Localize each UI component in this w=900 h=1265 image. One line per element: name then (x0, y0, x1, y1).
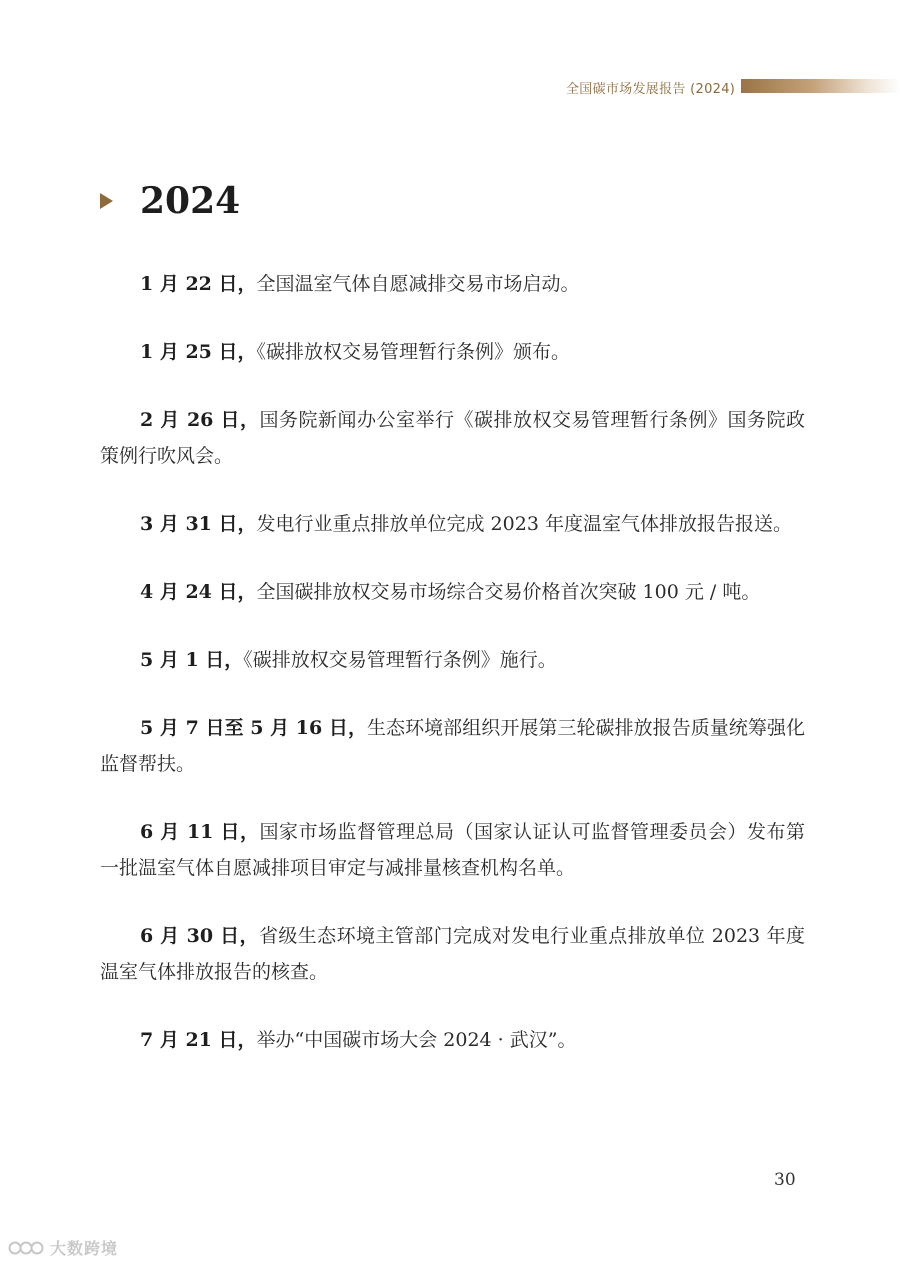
entry-text: 省级生态环境主管部门完成对发电行业重点排放单位 2023 年度温室气体排放报告的核查。 (100, 925, 805, 983)
entry-date: 2 月 26 日， (140, 409, 260, 431)
entry-text: 国家市场监督管理总局（国家认证认可监督管理委员会）发布第一批温室气体自愿减排项目审定与减排量核查机构名单。 (100, 821, 805, 879)
watermark-text: 大数跨境 (50, 1239, 119, 1258)
entry-date: 5 月 1 日， (140, 649, 244, 671)
entry-text: 举办“中国碳市场大会 2024 · 武汉”。 (256, 1029, 577, 1051)
entry-text: 全国碳排放权交易市场综合交易价格首次突破 100 元 / 吨。 (256, 581, 761, 603)
chronology-entry (100, 642, 805, 678)
chronology-entry (100, 402, 805, 474)
chronology-entry (100, 334, 805, 370)
entry-date: 1 月 22 日， (140, 273, 257, 295)
entry-text: 国务院新闻办公室举行《碳排放权交易管理暂行条例》国务院政策例行吹风会。 (100, 409, 805, 467)
watermark (8, 1236, 118, 1259)
entry-date: 5 月 7 日至 5 月 16 日， (140, 717, 367, 739)
chronology-entry (100, 710, 805, 782)
entry-date: 7 月 21 日， (140, 1029, 257, 1051)
entry-text: 《碳排放权交易管理暂行条例》颁布。 (256, 341, 571, 363)
chronology-entry (100, 918, 805, 990)
chronology-entry (100, 574, 805, 610)
chronology-entry (100, 1022, 805, 1058)
entry-date: 6 月 11 日， (140, 821, 260, 843)
entry-text: 生态环境部组织开展第三轮碳排放报告质量统筹强化监督帮扶。 (100, 717, 805, 775)
entry-date: 3 月 31 日， (140, 513, 257, 535)
entry-date: 4 月 24 日， (140, 581, 257, 603)
entry-text: 全国温室气体自愿减排交易市场启动。 (256, 273, 580, 295)
chronology-entry (100, 814, 805, 886)
entry-date: 1 月 25 日， (140, 341, 257, 363)
year-heading: 2024 (140, 180, 241, 222)
chronology-entry (100, 266, 805, 302)
header-decorative-bar (741, 79, 900, 93)
triangle-marker-icon (100, 193, 113, 209)
entry-date: 6 月 30 日， (140, 925, 259, 947)
chronology-entry (100, 506, 805, 542)
entry-text: 发电行业重点排放单位完成 2023 年度温室气体排放报告报送。 (256, 513, 792, 535)
watermark-logo-icon (8, 1239, 44, 1257)
entry-text: 《碳排放权交易管理暂行条例》施行。 (243, 649, 557, 671)
report-header-title: 全国碳市场发展报告 (2024) (566, 82, 736, 97)
page-number: 30 (774, 1170, 796, 1190)
chronology-list (100, 266, 805, 1090)
